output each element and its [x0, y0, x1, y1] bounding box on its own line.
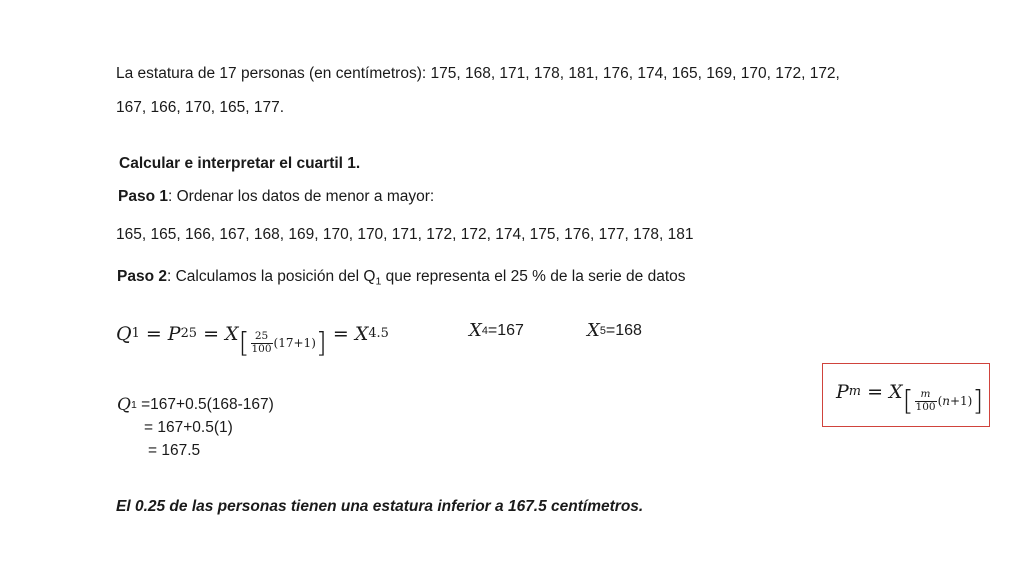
sorted-data: 165, 165, 166, 167, 168, 169, 170, 170, 171, 172, 172, 174, 175, 176, 177, 178, 181: [116, 226, 694, 243]
conclusion: El 0.25 de las personas tienen una estatura inferior a 167.5 centímetros.: [116, 498, 644, 515]
formula-frac-num: m: [920, 388, 931, 401]
eq-fraction: [251, 331, 273, 354]
calc-line-2: = 167+0.5(1): [144, 419, 233, 436]
eq-q: Q: [116, 323, 132, 345]
left-bracket-glyph: [: [238, 326, 250, 359]
eq-equals-3: =: [326, 323, 355, 345]
x4-value: X 4 =167: [469, 320, 524, 341]
step-2-subscript: 1: [375, 275, 382, 288]
step-1-text: : Ordenar los datos de menor a mayor:: [167, 188, 435, 205]
calc-line-1: Q 1 =167+0.5(168-167): [117, 395, 274, 415]
x5-value: X 5 =168: [587, 320, 642, 341]
step-1: [118, 188, 434, 207]
eq-equals-2: =: [197, 323, 226, 345]
x4-number: =167: [487, 321, 524, 339]
x5-number: =168: [605, 321, 642, 339]
intro-line-2: 167, 166, 170, 165, 177.: [116, 99, 285, 116]
formula-fraction: [915, 389, 937, 412]
formula-left-bracket-glyph: [: [902, 384, 914, 417]
eq-frac-den: 100: [251, 342, 272, 355]
calc-line-1-text: =167+0.5(168-167): [136, 396, 274, 413]
formula-x: X: [889, 381, 903, 403]
eq-subscript-bracket: [238, 326, 327, 359]
calc-line-3: = 167.5: [148, 442, 201, 459]
x4-symbol: X: [469, 320, 482, 341]
step-2-label: Paso 2: [117, 268, 167, 285]
formula-paren-close: +1): [949, 394, 973, 408]
percentile-formula: P m = X [ $\frac{m}{100}$ ( n +1) ]: [836, 381, 984, 417]
step-2-text-a: : Calculamos la posición del Q: [166, 268, 376, 285]
intro-line-1: La estatura de 17 personas (en centímetros): 175, 168, 171, 178, 181, 176, 174, 165, 169, 170, 172, 172,: [116, 65, 840, 82]
eq-equals-1: =: [139, 323, 168, 345]
eq-frac-num: 25: [254, 330, 269, 343]
formula-equals: =: [861, 381, 890, 403]
eq-x2: X: [354, 323, 369, 345]
x5-symbol: X: [587, 320, 600, 341]
formula-frac-den: 100: [915, 400, 936, 413]
quartile-equation: Q 1 = P 25 = X [ $\frac{25}{100}$ (17+1) ] = X 4.5: [116, 323, 389, 359]
right-bracket-glyph: ]: [315, 326, 327, 359]
step-1-label: Paso 1: [118, 188, 168, 205]
eq-paren: (17+1): [273, 336, 316, 350]
formula-paren-open: (: [937, 394, 943, 408]
task-heading: Calcular e interpretar el cuartil 1.: [119, 155, 361, 172]
eq-p: P: [167, 323, 181, 345]
formula-p: P: [836, 381, 849, 403]
step-2-text-b: que representa el 25 % de la serie de datos: [381, 268, 686, 285]
eq-x: X: [225, 323, 239, 345]
formula-n: n: [942, 394, 950, 408]
step-2: [117, 268, 686, 287]
calc-q: Q: [117, 395, 131, 415]
formula-right-bracket-glyph: ]: [972, 384, 984, 417]
